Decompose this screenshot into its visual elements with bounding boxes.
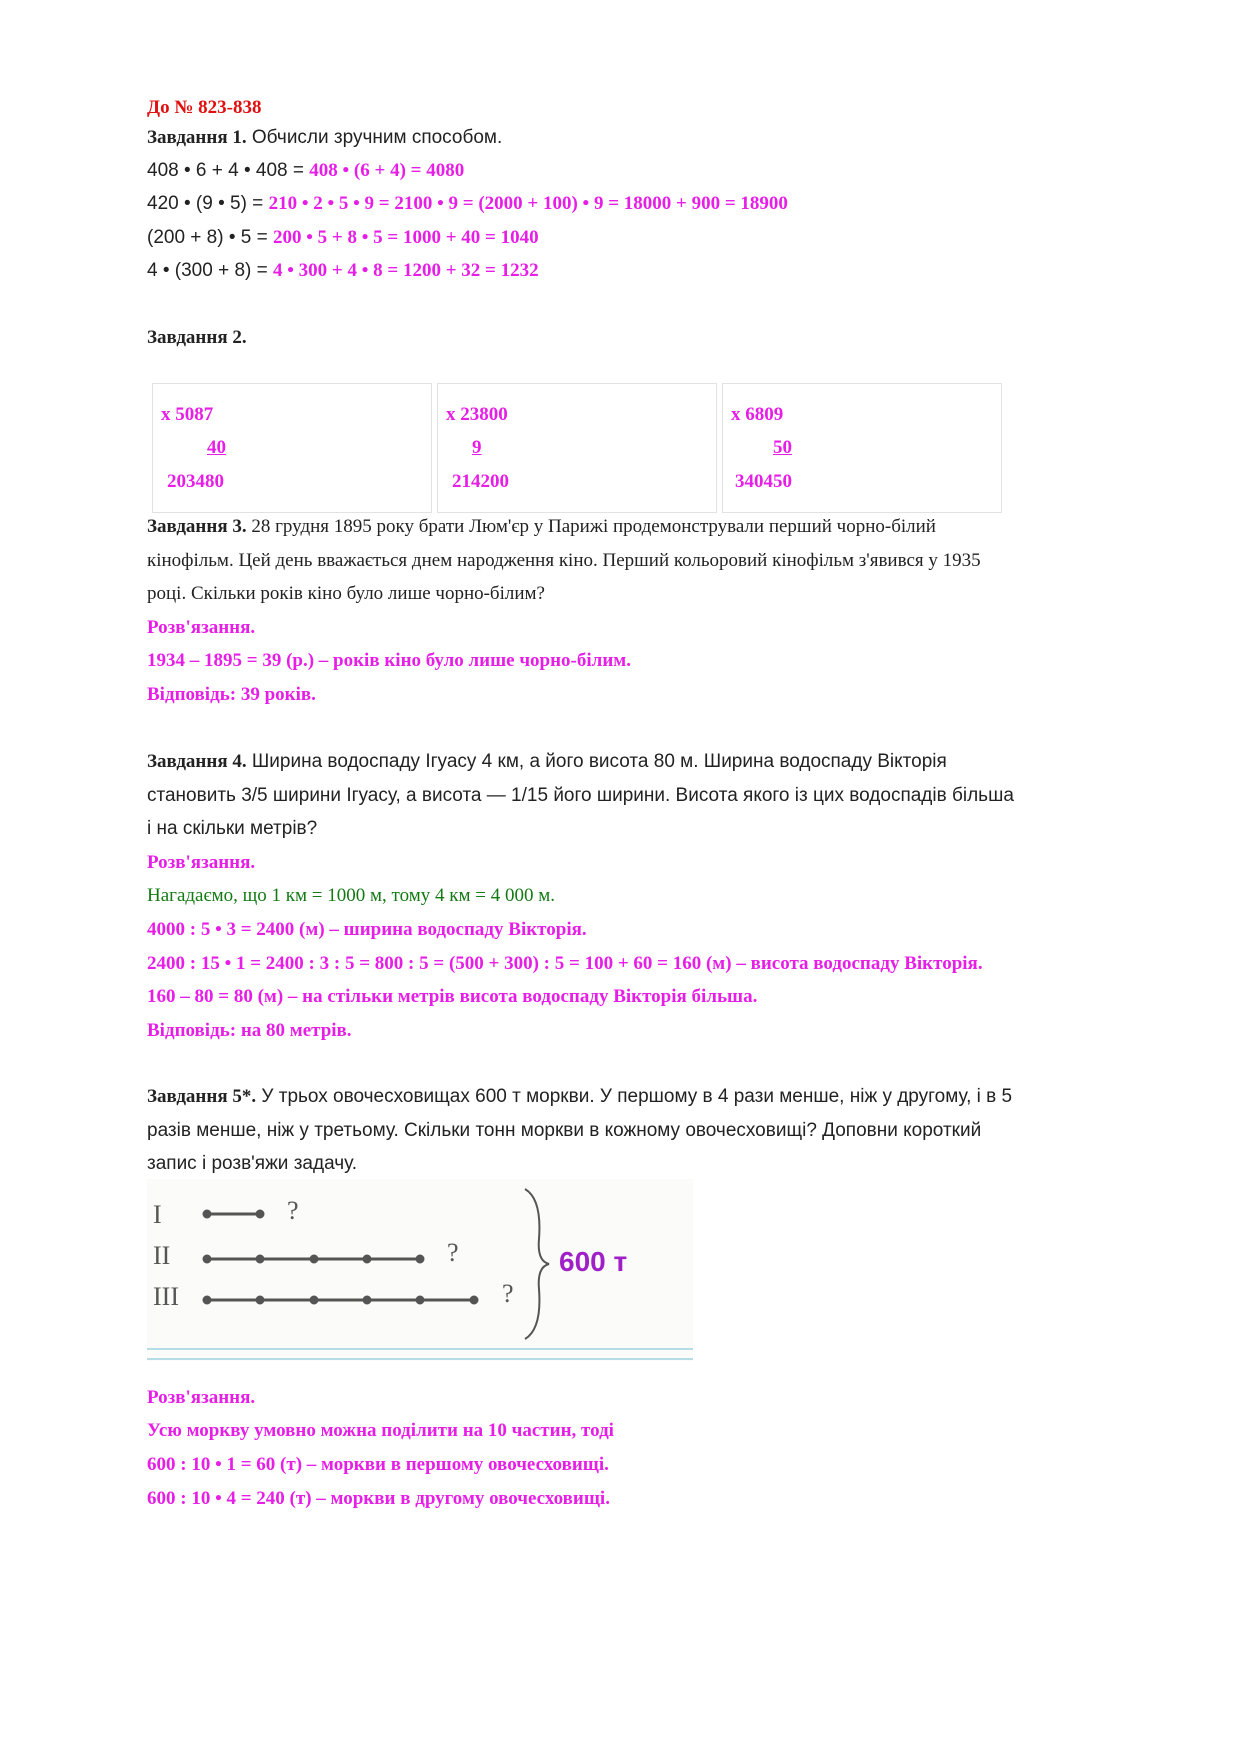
section-header: До № 823-838 [147,97,262,118]
solution-step: Усю моркву умовно можна поділити на 10 частин, тоді [147,1420,614,1441]
task5-line: Завдання 5*. У трьох овочесховищах 600 т моркви. У першому в 4 рази менше, ніж у другому, і в 5 [147,1086,1013,1107]
task1-row [147,259,539,283]
solution-label: Розв'язання. [147,1387,256,1408]
solution-label: Розв'язання. [147,852,256,873]
expression-answer: 200 • 5 + 8 • 5 = 1000 + 40 = 1040 [273,227,539,248]
multiplication-cell [152,383,432,513]
multiplicand: x 23800 [446,404,508,425]
multiplication-cell [722,383,1002,513]
segment-diagram [147,1179,693,1361]
brace [525,1189,549,1339]
expression-answer: 4 • 300 + 4 • 8 = 1200 + 32 = 1232 [273,260,539,281]
row-label-I: I [153,1200,162,1229]
multiplicand: x 5087 [161,404,214,425]
expression: 4 • (300 + 8) = [147,260,274,281]
task1-text: Обчисли зручним способом. [246,127,503,148]
answer: Відповідь: 39 років. [147,684,316,705]
task1-heading [147,126,502,150]
expression-answer: 210 • 2 • 5 • 9 = 2100 • 9 = (2000 + 100) • 9 = 18000 + 900 = 18900 [268,193,788,214]
question-mark: ? [287,1196,299,1225]
multiplier: 40 [207,437,226,458]
task3-line: році. Скільки років кіно було лише чорно-білим? [147,583,545,604]
task4-line: Завдання 4. Ширина водоспаду Ігуасу 4 км, а його висота 80 м. Ширина водоспаду Вікторія [147,751,947,772]
task5-line: разів менше, ніж у третьому. Скільки тонн моркви в кожному овочесховищі? Доповни короткий [147,1120,982,1141]
solution-step: 600 : 10 • 4 = 240 (т) – моркви в другому овочесховищі. [147,1488,610,1509]
solution-step: 4000 : 5 • 3 = 2400 (м) – ширина водоспаду Вікторія. [147,919,587,940]
solution-label: Розв'язання. [147,617,256,638]
solution-step: 2400 : 15 • 1 = 2400 : 3 : 5 = 800 : 5 = (500 + 300) : 5 = 100 + 60 = 160 (м) – висота водоспаду Вікторія. [147,953,983,974]
task4-line: і на скільки метрів? [147,818,318,839]
row-label-III: III [153,1282,179,1311]
product: 214200 [452,471,509,492]
reminder: Нагадаємо, що 1 км = 1000 м, тому 4 км = 4 000 м. [147,885,555,906]
short-record-diagram [147,1179,693,1361]
total-label: 600 т [559,1246,628,1277]
expression: 408 • 6 + 4 • 408 = [147,160,310,181]
multiplication-cell [437,383,717,513]
solution-step: 160 – 80 = 80 (м) – на стільки метрів висота водоспаду Вікторія більша. [147,986,758,1007]
task5-line: запис і розв'яжи задачу. [147,1153,357,1174]
solution-step: 1934 – 1895 = 39 (р.) – років кіно було лише чорно-білим. [147,650,631,671]
tick [257,1211,263,1217]
question-mark: ? [502,1279,514,1308]
task4-label: Завдання 4. [147,751,247,772]
task5-label: Завдання 5*. [147,1086,257,1107]
product: 203480 [167,471,224,492]
expression: 420 • (9 • 5) = [147,193,269,214]
expression-answer: 408 • (6 + 4) = 4080 [309,160,465,181]
task1-row [147,192,788,216]
task1-row [147,226,539,250]
task1-label: Завдання 1. [147,127,247,148]
multiplier: 9 [472,437,482,458]
task4-line: становить 3/5 ширини Ігуасу, а висота — 1/15 його ширини. Висота якого із цих водоспадів більша [147,785,1014,806]
multiplier: 50 [773,437,792,458]
row-label-II: II [153,1241,171,1270]
task3-line: кінофільм. Цей день вважається днем народження кіно. Перший кольоровий кінофільм з'явився у 1935 [147,550,981,571]
solution-step: 600 : 10 • 1 = 60 (т) – моркви в першому овочесховищі. [147,1454,609,1475]
tick [204,1211,210,1217]
multiplication-table [152,383,1002,513]
task3-line: Завдання 3. 28 грудня 1895 року брати Люм'єр у Парижі продемонстрували перший чорно-білий [147,516,936,537]
task3-label: Завдання 3. [147,516,247,537]
answer: Відповідь: на 80 метрів. [147,1020,352,1041]
product: 340450 [735,471,792,492]
question-mark: ? [447,1238,459,1267]
multiplicand: x 6809 [731,404,784,425]
task2-label: Завдання 2. [147,327,247,348]
expression: (200 + 8) • 5 = [147,227,274,248]
task1-row [147,159,464,183]
